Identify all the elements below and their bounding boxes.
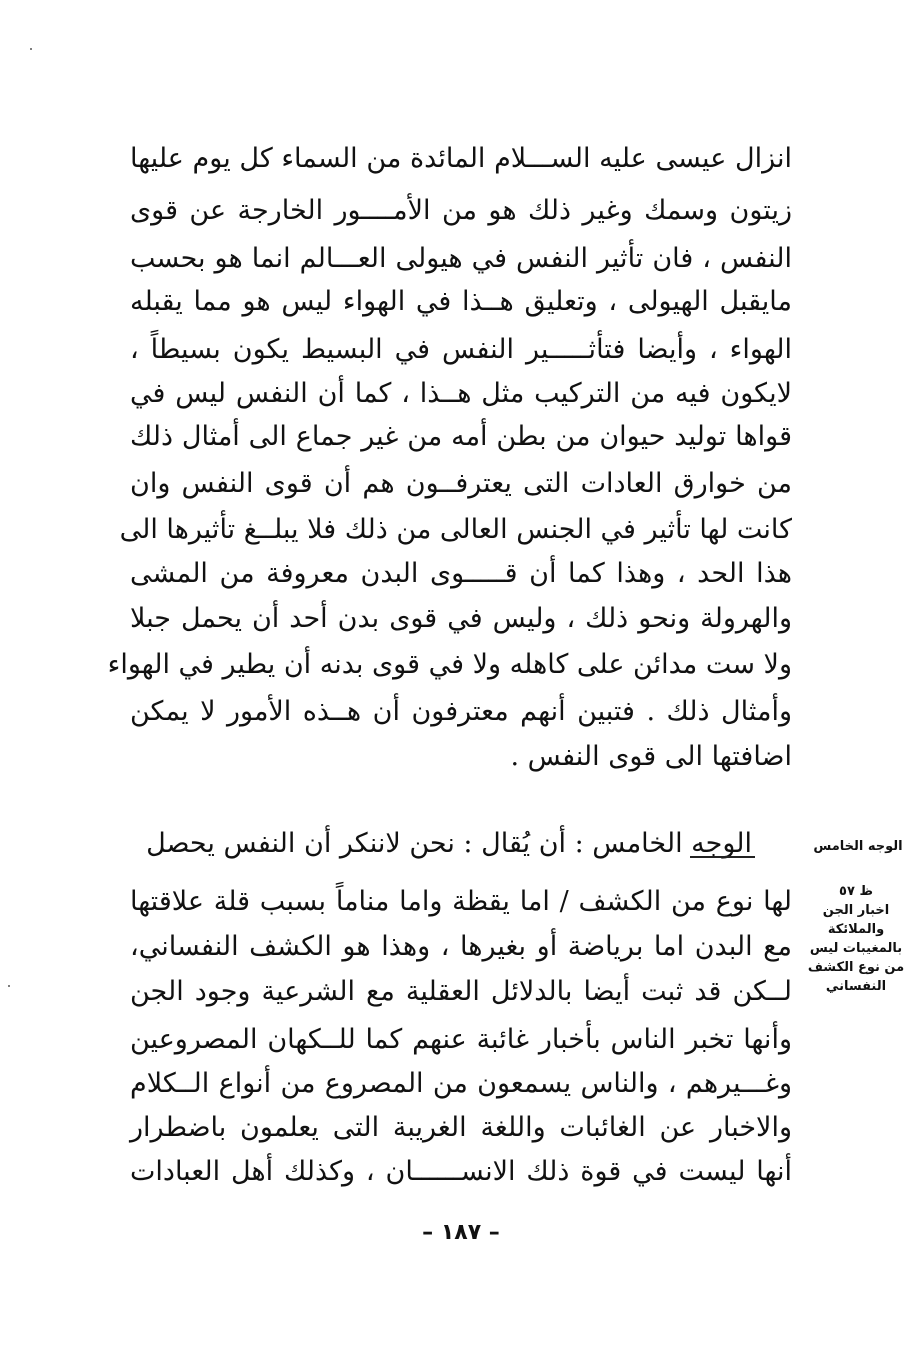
section-line: لــكن قد ثبت أيضا بالدلائل العقلية مع الشرعية وجود الجن [130,976,792,1007]
margin-note-line: اخبار الجن [822,903,890,918]
body-line: من خوارق العادات التى يعترفــون هم أن قوى النفس وان [130,468,792,499]
body-line: انزال عيسى عليه الســـلام المائدة من السماء كل يوم عليها [130,143,792,174]
section-line: وأنها تخبر الناس بأخبار غائبة عنهم كما للــكهان المصروعين [130,1024,792,1055]
margin-note-line: النفساني [825,979,887,994]
folio-marker: ظ ٥٧ [839,884,873,899]
margin-note-line: بالمغيبات ليس [809,941,903,956]
body-line: وأمثال ذلك . فتبين أنهم معترفون أن هــذه الأمور لا يمكن [130,696,792,727]
body-line: الهواء ، وأيضا فتأثـــــير النفس في البسيط يكون بسيطاً ، [130,334,792,365]
margin-note-block [796,882,916,996]
body-line: ولا ست مدائن على كاهله ولا في قوى بدنه أن يطير في الهواء [107,649,792,680]
body-line: اضافتها الى قوى النفس . [510,741,792,772]
body-line: مايقبل الهيولى ، وتعليق هــذا في الهواء ليس هو مما يقبله [130,286,792,317]
body-line: هذا الحد ، وهذا كما أن قـــــوى البدن معروفة من المشى [130,558,792,589]
body-line: والهرولة ونحو ذلك ، وليس في قوى بدن أحد أن يحمل جبلا [130,603,792,634]
body-line: كانت لها تأثير في الجنس العالى من ذلك فلا يبلــغ تأثيرها الى [119,514,792,545]
body-line: النفس ، فان تأثير النفس في هيولى العـــالم انما هو بحسب [130,243,792,274]
heading-underline [690,856,755,858]
section-line: والاخبار عن الغائبات واللغة الغريبة التى يعلمون باضطرار [130,1112,792,1143]
body-line: زيتون وسمك وغير ذلك هو من الأمــــور الخارجة عن قوى [130,195,792,226]
section-line: لها نوع من الكشف / اما يقظة واما مناماً بسبب قلة علاقتها [130,886,792,917]
section-line: وغـــيرهم ، والناس يسمعون من المصروع من أنواع الــكلام [130,1068,792,1099]
margin-note-heading: الوجه الخامس [813,839,903,854]
page-number: – ١٨٧ – [422,1220,500,1245]
section-heading: الوجه الخامس : أن يُقال : نحن لاننكر أن النفس يحصل [146,828,752,859]
scan-speck [30,48,32,50]
body-line: لايكون فيه من التركيب مثل هــذا ، كما أن النفس ليس في [130,378,792,409]
margin-note-line: والملائكة [827,922,885,937]
body-line: قواها توليد حيوان من بطن أمه من غير جماع الى أمثال ذلك [130,421,792,452]
margin-note-line: من نوع الكشف [807,960,905,975]
scan-speck [8,985,10,987]
section-line: أنها ليست في قوة ذلك الانســــــان ، وكذلك أهل العبادات [130,1156,792,1187]
section-line: مع البدن اما برياضة أو بغيرها ، وهذا هو الكشف النفساني، [130,931,792,962]
